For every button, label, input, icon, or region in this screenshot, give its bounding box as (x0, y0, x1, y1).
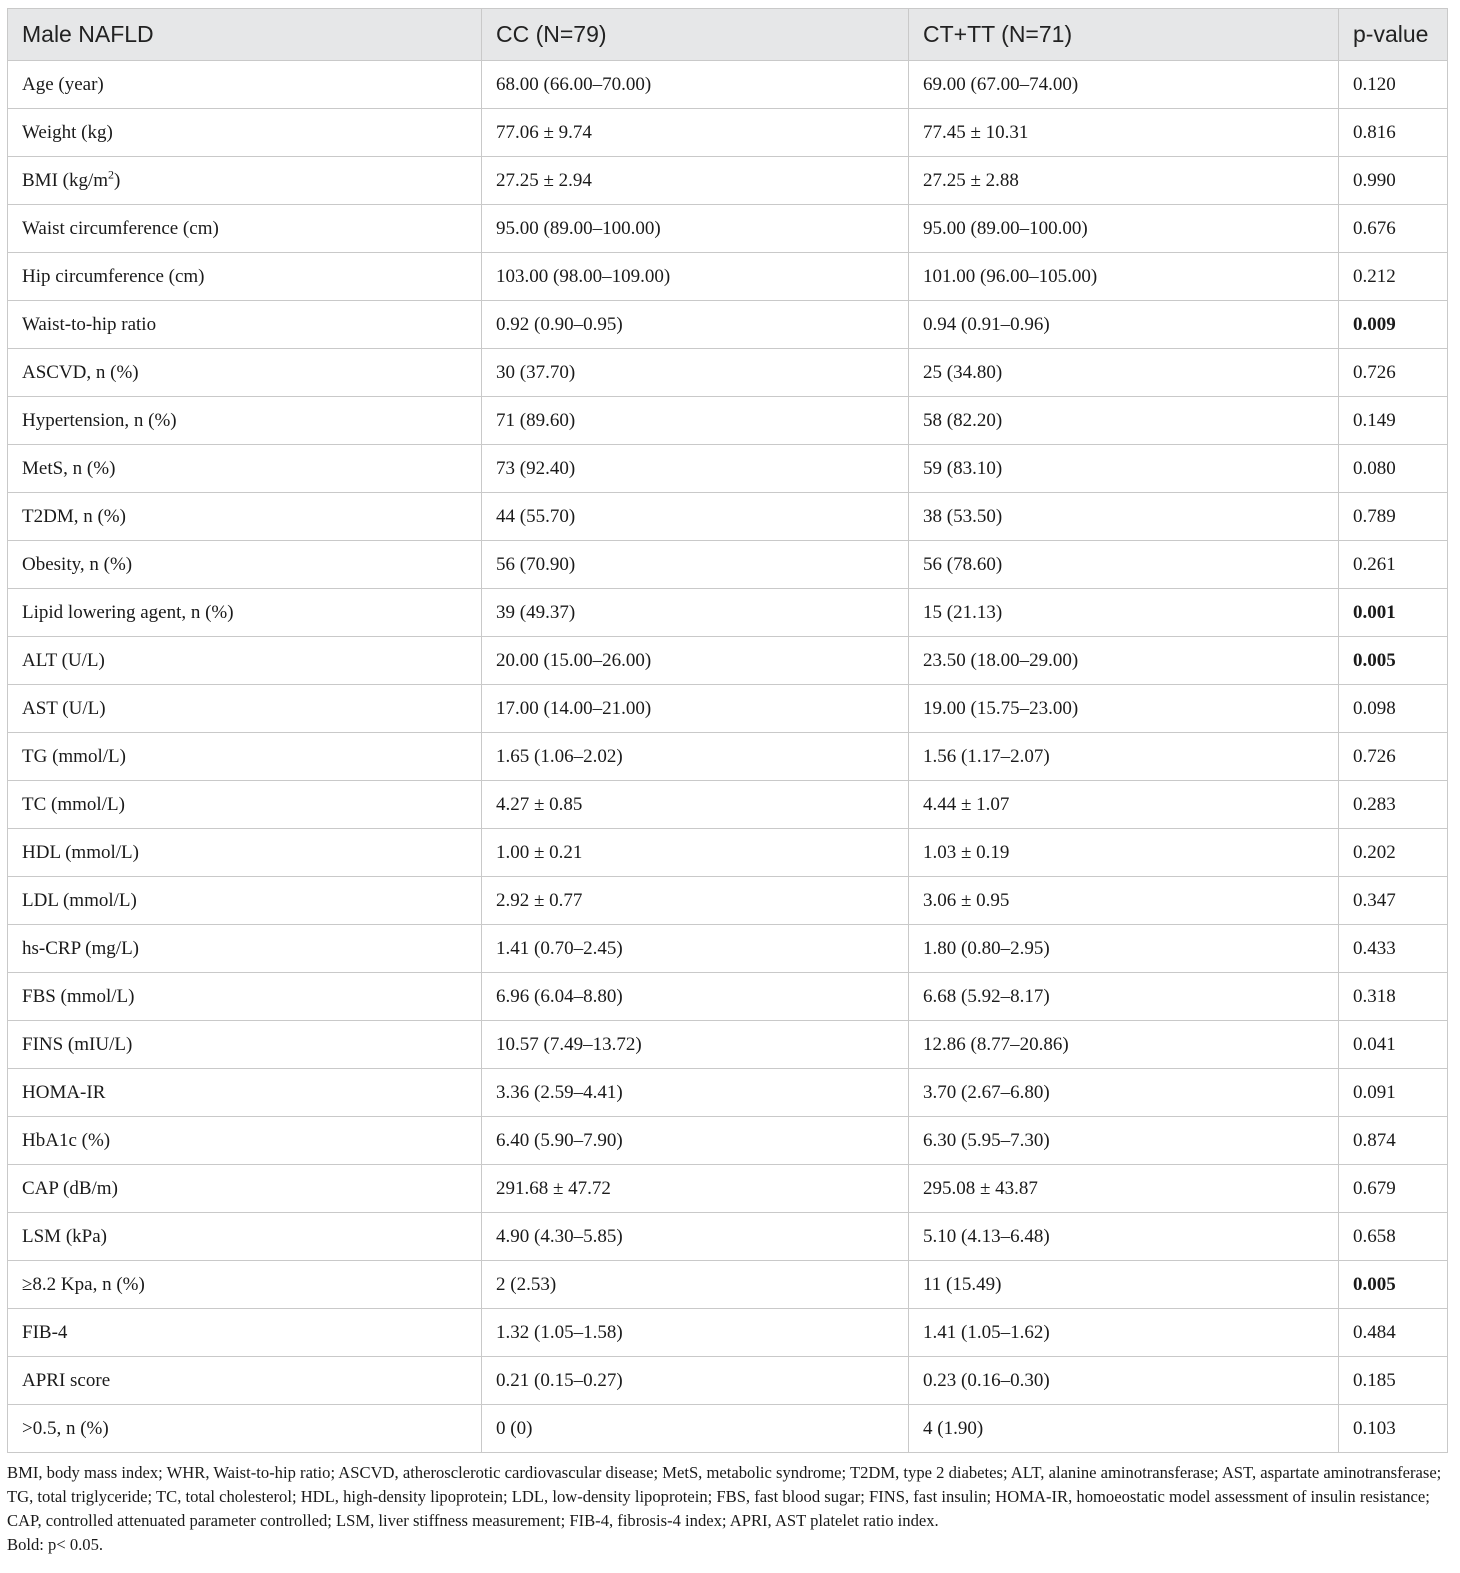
table-row (8, 109, 1448, 157)
row-label: LDL (mmol/L) (8, 877, 482, 925)
p-value: 0.726 (1339, 733, 1448, 781)
p-value: 0.816 (1339, 109, 1448, 157)
cc-value: 1.41 (0.70–2.45) (482, 925, 909, 973)
table-row (8, 781, 1448, 829)
p-value: 0.990 (1339, 157, 1448, 205)
ct-tt-value: 1.41 (1.05–1.62) (909, 1309, 1339, 1357)
cc-value: 291.68 ± 47.72 (482, 1165, 909, 1213)
table-row (8, 829, 1448, 877)
table-row (8, 397, 1448, 445)
table-row (8, 349, 1448, 397)
ct-tt-value: 4 (1.90) (909, 1405, 1339, 1453)
row-label: Age (year) (8, 61, 482, 109)
row-label: ASCVD, n (%) (8, 349, 482, 397)
ct-tt-value: 12.86 (8.77–20.86) (909, 1021, 1339, 1069)
cc-value: 0.92 (0.90–0.95) (482, 301, 909, 349)
table-row (8, 1069, 1448, 1117)
row-label: Weight (kg) (8, 109, 482, 157)
p-value: 0.484 (1339, 1309, 1448, 1357)
cc-value: 103.00 (98.00–109.00) (482, 253, 909, 301)
p-value: 0.098 (1339, 685, 1448, 733)
table-body (8, 61, 1448, 1453)
p-value: 0.149 (1339, 397, 1448, 445)
ct-tt-value: 56 (78.60) (909, 541, 1339, 589)
cc-value: 30 (37.70) (482, 349, 909, 397)
header-ct-tt: CT+TT (N=71) (909, 9, 1339, 61)
table-row (8, 925, 1448, 973)
bold-note: Bold: p< 0.05. (7, 1535, 104, 1554)
cc-value: 4.90 (4.30–5.85) (482, 1213, 909, 1261)
cc-value: 17.00 (14.00–21.00) (482, 685, 909, 733)
cc-value: 56 (70.90) (482, 541, 909, 589)
table-row (8, 445, 1448, 493)
p-value: 0.091 (1339, 1069, 1448, 1117)
ct-tt-value: 19.00 (15.75–23.00) (909, 685, 1339, 733)
p-value: 0.318 (1339, 973, 1448, 1021)
table-row (8, 157, 1448, 205)
p-value: 0.726 (1339, 349, 1448, 397)
abbreviations-note: BMI, body mass index; WHR, Waist-to-hip ratio; ASCVD, atherosclerotic cardiovascular disease; MetS, metabolic syndrome; T2DM, type 2 diabetes; ALT, alanine aminotransferase; AST, aspartate aminotransferase; TG, total triglyceride; TC, total cholesterol; HDL, high-density lipoprotein; LDL, low-density lipoprotein; FBS, fast blood sugar; FINS, fast insulin; HOMA-IR, homoeostatic model assessment of insulin resistance; CAP, controlled attenuated parameter controlled; LSM, liver stiffness measurement; FIB-4, fibrosis-4 index; APRI, AST platelet ratio index. (7, 1463, 1442, 1530)
data-table (7, 8, 1448, 1453)
table-row (8, 1405, 1448, 1453)
row-label: ≥8.2 Kpa, n (%) (8, 1261, 482, 1309)
row-label: TG (mmol/L) (8, 733, 482, 781)
ct-tt-value: 77.45 ± 10.31 (909, 109, 1339, 157)
row-label: ALT (U/L) (8, 637, 482, 685)
p-value: 0.679 (1339, 1165, 1448, 1213)
ct-tt-value: 0.94 (0.91–0.96) (909, 301, 1339, 349)
ct-tt-value: 11 (15.49) (909, 1261, 1339, 1309)
table-row (8, 1117, 1448, 1165)
table-row (8, 1165, 1448, 1213)
row-label: hs-CRP (mg/L) (8, 925, 482, 973)
cc-value: 6.40 (5.90–7.90) (482, 1117, 909, 1165)
p-value: 0.212 (1339, 253, 1448, 301)
cc-value: 68.00 (66.00–70.00) (482, 61, 909, 109)
cc-value: 1.00 ± 0.21 (482, 829, 909, 877)
row-label: Lipid lowering agent, n (%) (8, 589, 482, 637)
cc-value: 6.96 (6.04–8.80) (482, 973, 909, 1021)
row-label: TC (mmol/L) (8, 781, 482, 829)
cc-value: 0 (0) (482, 1405, 909, 1453)
ct-tt-value: 59 (83.10) (909, 445, 1339, 493)
p-value: 0.001 (1339, 589, 1448, 637)
table-header (8, 9, 1448, 61)
p-value: 0.005 (1339, 1261, 1448, 1309)
table-row (8, 637, 1448, 685)
header-group: Male NAFLD (8, 9, 482, 61)
row-label: Hip circumference (cm) (8, 253, 482, 301)
header-cc: CC (N=79) (482, 9, 909, 61)
ct-tt-value: 1.80 (0.80–2.95) (909, 925, 1339, 973)
row-label: FIB-4 (8, 1309, 482, 1357)
p-value: 0.283 (1339, 781, 1448, 829)
p-value: 0.009 (1339, 301, 1448, 349)
row-label: BMI $(kg/m^2)$ (8, 157, 482, 205)
ct-tt-value: 4.44 ± 1.07 (909, 781, 1339, 829)
row-label: T2DM, n (%) (8, 493, 482, 541)
row-label: Hypertension, n (%) (8, 397, 482, 445)
row-label: FBS (mmol/L) (8, 973, 482, 1021)
ct-tt-value: 58 (82.20) (909, 397, 1339, 445)
p-value: 0.120 (1339, 61, 1448, 109)
row-label: Waist circumference (cm) (8, 205, 482, 253)
cc-value: 77.06 ± 9.74 (482, 109, 909, 157)
table-row (8, 253, 1448, 301)
table-row (8, 1357, 1448, 1405)
table-row (8, 589, 1448, 637)
ct-tt-value: 101.00 (96.00–105.00) (909, 253, 1339, 301)
row-label: CAP (dB/m) (8, 1165, 482, 1213)
table-row (8, 685, 1448, 733)
p-value: 0.005 (1339, 637, 1448, 685)
cc-value: 73 (92.40) (482, 445, 909, 493)
cc-value: 39 (49.37) (482, 589, 909, 637)
ct-tt-value: 1.03 ± 0.19 (909, 829, 1339, 877)
header-row (8, 9, 1448, 61)
ct-tt-value: 25 (34.80) (909, 349, 1339, 397)
table-row (8, 877, 1448, 925)
ct-tt-value: 95.00 (89.00–100.00) (909, 205, 1339, 253)
ct-tt-value: 6.30 (5.95–7.30) (909, 1117, 1339, 1165)
header-p-value: p-value (1339, 9, 1448, 61)
p-value: 0.185 (1339, 1357, 1448, 1405)
cc-value: 3.36 (2.59–4.41) (482, 1069, 909, 1117)
cc-value: 44 (55.70) (482, 493, 909, 541)
table-row (8, 541, 1448, 589)
table-row (8, 205, 1448, 253)
cc-value: 95.00 (89.00–100.00) (482, 205, 909, 253)
cc-value: 1.32 (1.05–1.58) (482, 1309, 909, 1357)
table-row (8, 1021, 1448, 1069)
p-value: 0.080 (1339, 445, 1448, 493)
p-value: 0.041 (1339, 1021, 1448, 1069)
row-label: HbA1c (%) (8, 1117, 482, 1165)
cc-value: 20.00 (15.00–26.00) (482, 637, 909, 685)
cc-value: 27.25 ± 2.94 (482, 157, 909, 205)
ct-tt-value: 0.23 (0.16–0.30) (909, 1357, 1339, 1405)
ct-tt-value: 38 (53.50) (909, 493, 1339, 541)
row-label: MetS, n (%) (8, 445, 482, 493)
row-label: >0.5, n (%) (8, 1405, 482, 1453)
p-value: 0.202 (1339, 829, 1448, 877)
ct-tt-value: 3.06 ± 0.95 (909, 877, 1339, 925)
row-label: HDL (mmol/L) (8, 829, 482, 877)
row-label: Waist-to-hip ratio (8, 301, 482, 349)
table-row (8, 1261, 1448, 1309)
row-label: APRI score (8, 1357, 482, 1405)
ct-tt-value: 15 (21.13) (909, 589, 1339, 637)
row-label: AST (U/L) (8, 685, 482, 733)
row-label: Obesity, n (%) (8, 541, 482, 589)
cc-value: 2.92 ± 0.77 (482, 877, 909, 925)
table-row (8, 973, 1448, 1021)
p-value: 0.658 (1339, 1213, 1448, 1261)
p-value: 0.103 (1339, 1405, 1448, 1453)
p-value: 0.676 (1339, 205, 1448, 253)
table-row (8, 1309, 1448, 1357)
row-label: FINS (mIU/L) (8, 1021, 482, 1069)
row-label: HOMA-IR (8, 1069, 482, 1117)
ct-tt-value: 295.08 ± 43.87 (909, 1165, 1339, 1213)
cc-value: 0.21 (0.15–0.27) (482, 1357, 909, 1405)
table-footnote (7, 1461, 1447, 1557)
ct-tt-value: 1.56 (1.17–2.07) (909, 733, 1339, 781)
cc-value: 4.27 ± 0.85 (482, 781, 909, 829)
p-value: 0.789 (1339, 493, 1448, 541)
p-value: 0.433 (1339, 925, 1448, 973)
ct-tt-value: 23.50 (18.00–29.00) (909, 637, 1339, 685)
table-row (8, 493, 1448, 541)
cc-value: 71 (89.60) (482, 397, 909, 445)
table-row (8, 1213, 1448, 1261)
table-row (8, 301, 1448, 349)
p-value: 0.347 (1339, 877, 1448, 925)
p-value: 0.261 (1339, 541, 1448, 589)
table-row (8, 61, 1448, 109)
ct-tt-value: 6.68 (5.92–8.17) (909, 973, 1339, 1021)
row-label: LSM (kPa) (8, 1213, 482, 1261)
ct-tt-value: 5.10 (4.13–6.48) (909, 1213, 1339, 1261)
cc-value: 1.65 (1.06–2.02) (482, 733, 909, 781)
ct-tt-value: 69.00 (67.00–74.00) (909, 61, 1339, 109)
table-row (8, 733, 1448, 781)
ct-tt-value: 3.70 (2.67–6.80) (909, 1069, 1339, 1117)
cc-value: 2 (2.53) (482, 1261, 909, 1309)
p-value: 0.874 (1339, 1117, 1448, 1165)
cc-value: 10.57 (7.49–13.72) (482, 1021, 909, 1069)
ct-tt-value: 27.25 ± 2.88 (909, 157, 1339, 205)
